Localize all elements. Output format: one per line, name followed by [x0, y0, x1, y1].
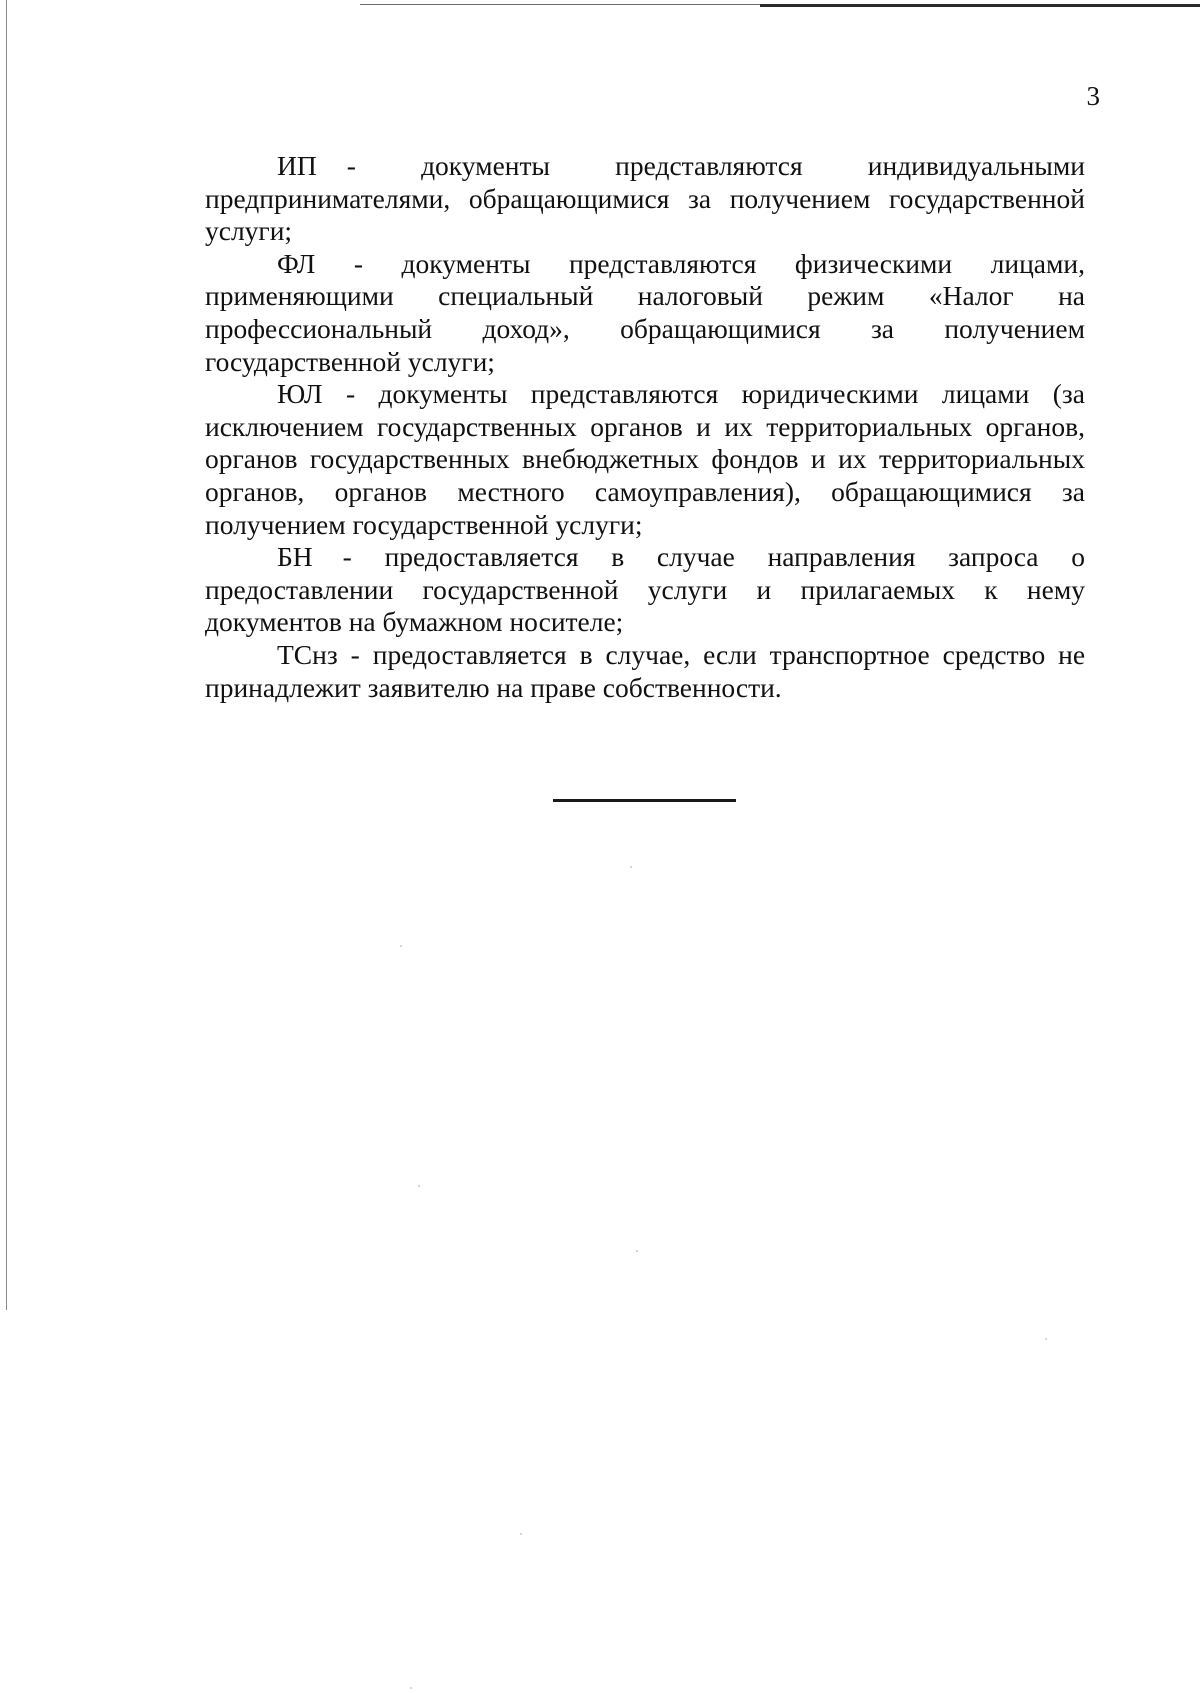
- scan-border-left: [6, 0, 7, 1310]
- definition-dash: -: [346, 150, 356, 181]
- definition-paragraph-yul: [205, 378, 1085, 541]
- definition-text: предоставляется в случае направления запроса о предоставлении государственной услуги и прилагаемых к нему документов на бумажном носителе;: [205, 541, 1085, 638]
- definition-text: документы представляются юридическими лицами (за исключением государственных органов и их территориальных органов, органов государственных внебюджетных фондов и их территориальных органов, органов местного самоуправления), обращающимися за получением государственной услуги;: [205, 378, 1085, 540]
- definition-dash: -: [345, 378, 356, 410]
- definition-paragraph-tsnz: [205, 639, 1085, 704]
- end-of-document-rule: [553, 799, 736, 802]
- definition-term: ТСнз: [277, 638, 338, 670]
- scan-speck: [400, 945, 402, 947]
- definition-dash: -: [353, 247, 363, 279]
- definition-paragraph-bn: [205, 541, 1085, 639]
- definition-paragraph-fl: [205, 248, 1085, 378]
- definition-term: ФЛ: [277, 247, 316, 279]
- definition-dash: -: [350, 638, 360, 670]
- definition-term: ИП: [277, 150, 317, 181]
- scan-speck: [520, 1533, 522, 1535]
- scan-speck: [410, 1687, 412, 1689]
- definition-paragraph-ip: [205, 150, 1085, 248]
- scan-speck: [418, 1185, 420, 1187]
- document-body: [205, 150, 1085, 704]
- definition-term: БН: [277, 541, 313, 573]
- definition-text: документы представляются индивидуальными предпринимателями, обращающимися за получением государственной услуги;: [205, 150, 1085, 247]
- scan-speck: [1045, 1338, 1047, 1340]
- definition-text: предоставляется в случае, если транспортное средство не принадлежит заявителю на праве собственности.: [205, 638, 1086, 703]
- page-number: 3: [1086, 81, 1100, 111]
- definition-term: ЮЛ: [277, 378, 323, 410]
- scan-speck: [636, 1250, 638, 1252]
- definition-text: документы представляются физическими лицами, применяющими специальный налоговый режим «Налог на профессиональный доход», обращающимися за получением государственной услуги;: [205, 247, 1086, 377]
- definition-dash: -: [342, 541, 352, 573]
- scan-speck: [630, 866, 632, 868]
- scan-border-top-dark: [760, 4, 1200, 7]
